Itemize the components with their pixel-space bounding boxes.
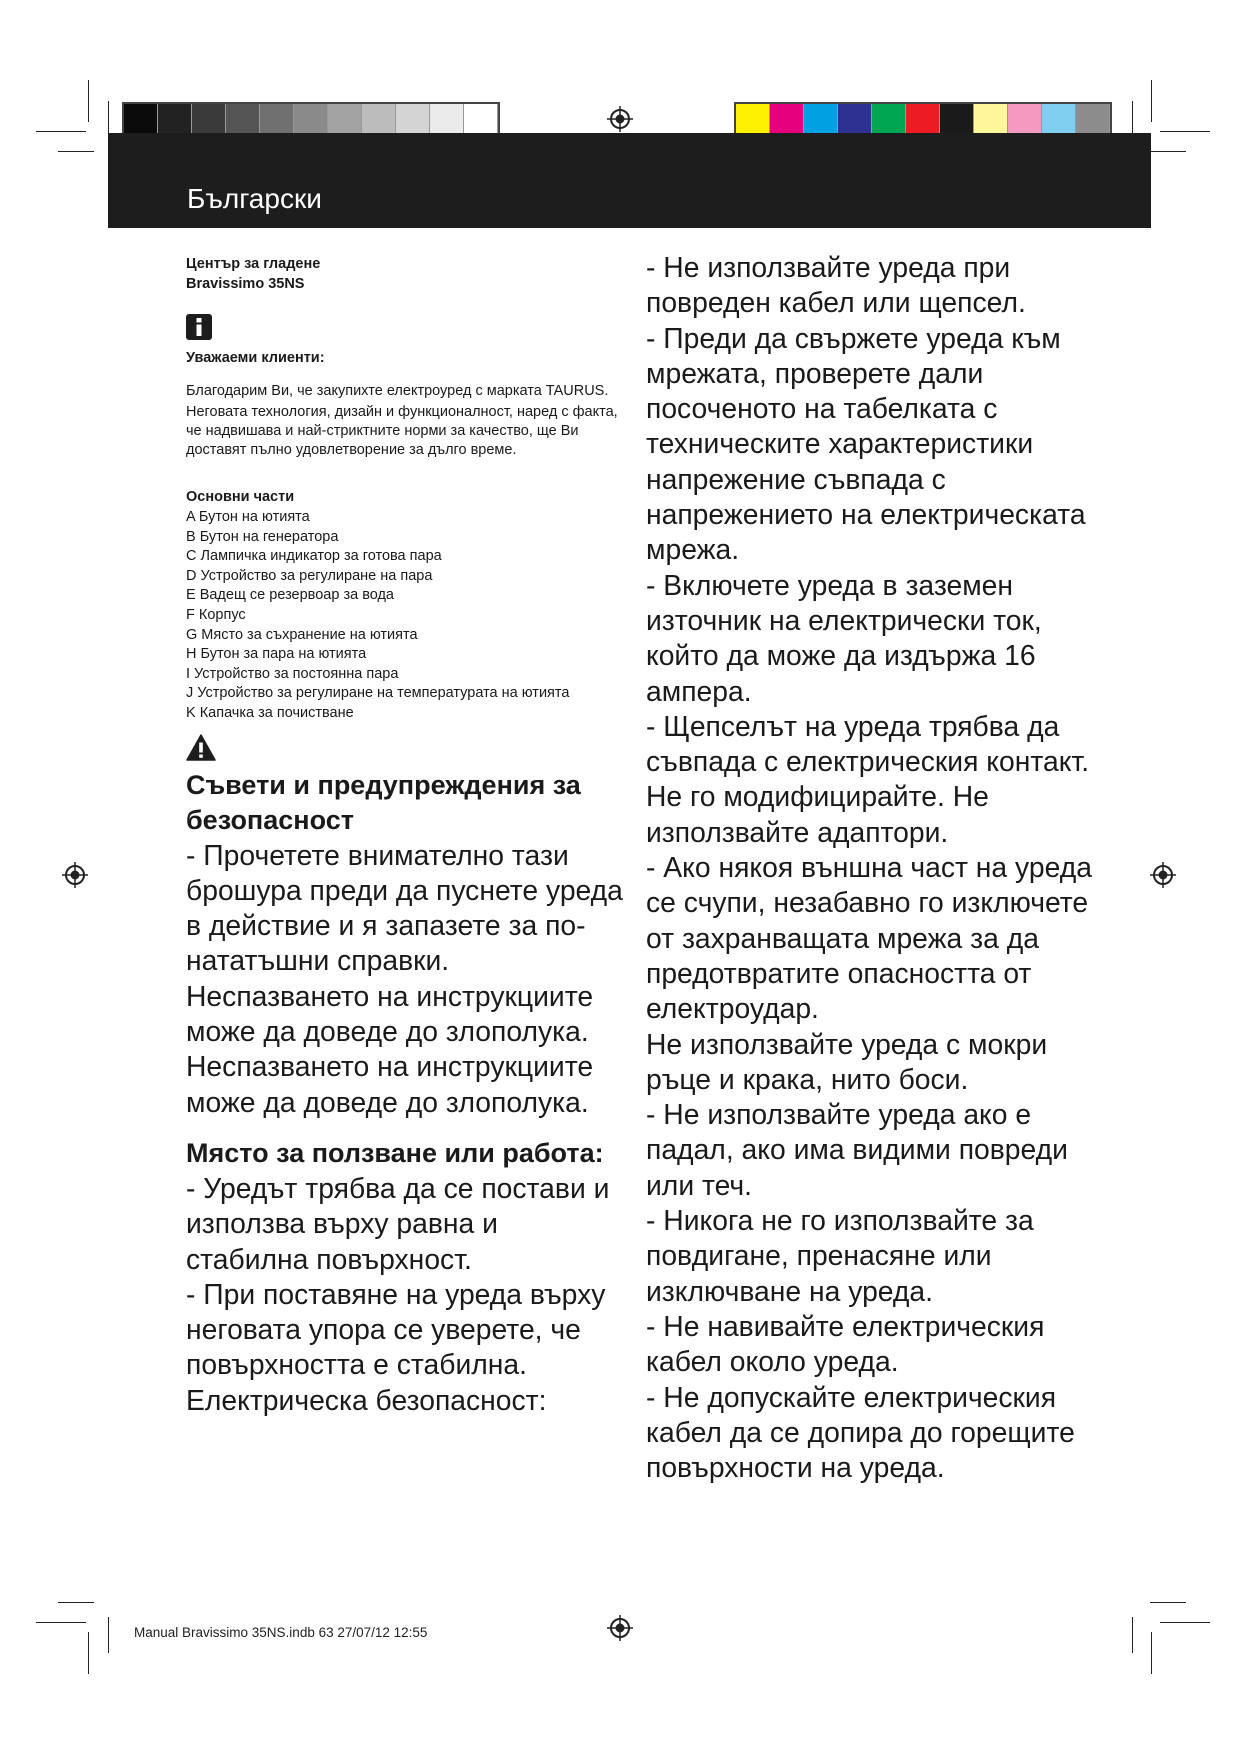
language-title: Български [187,183,322,214]
crop-mark [36,1622,86,1623]
electrical-safety-paragraph: - Не използвайте уреда ако е падал, ако има видими повреди или теч. [646,1098,1068,1201]
electrical-safety-paragraph: Не използвайте уреда с мокри ръце и крака, нито боси. [646,1027,1048,1095]
color-swatch [906,104,940,136]
electrical-safety-paragraph: - Преди да свържете уреда към мрежата, проверете дали посоченото на табелката с техническите характеристики напрежение съвпада с напрежението на електрическата мрежа. [646,321,1086,566]
parts-list-item: J Устройство за регулиране на температурата на ютията [186,685,570,702]
greeting-paragraph: Благодарим Ви, че закупихте електроуред с марката TAURUS. [186,383,609,399]
workplace-paragraph: - При поставяне на уреда върху неговата упора се уверете, че повърхността е стабилна. [186,1277,606,1381]
parts-list-item: G Място за съхранение на ютията [186,626,418,643]
color-swatch [226,104,260,136]
crop-mark [58,1602,94,1603]
parts-list-item: B Бутон на генератора [186,528,339,545]
greeting-paragraph: Неговата технология, дизайн и функционалност, наред с факта, че надвишава и най-стриктните норми за качество, ще Ви доставят пълно удовлетворение за дълго време. [186,404,618,458]
crop-mark [108,101,109,137]
color-swatch [464,104,498,136]
parts-list-item: A Бутон на ютията [186,509,310,525]
crop-mark [1151,80,1152,122]
crop-mark [88,1632,89,1674]
safety-paragraph: Неспазването на инструкциите може да доведе до злополука. [186,979,594,1048]
color-swatch [974,104,1008,136]
workplace-paragraph: - Уредът трябва да се постави и използва върху равна и стабилна повърхност. [186,1171,610,1275]
color-swatch [736,104,770,136]
parts-list-item: I Устройство за постоянна пара [186,665,399,682]
color-swatch [124,104,158,136]
color-swatch [192,104,226,136]
workplace-paragraph: Електрическа безопасност: [186,1383,547,1416]
parts-list-item: K Капачка за почистване [186,704,354,721]
color-swatch [430,104,464,136]
color-swatch [328,104,362,136]
workplace-paragraphs [186,1171,626,1418]
info-icon-wrap [186,314,626,345]
parts-list-item: E Вадещ се резервоар за вода [186,587,394,604]
left-column [186,254,626,1418]
warning-icon-wrap [186,734,626,766]
electrical-safety-paragraph: - Не навивайте електрическия кабел около уреда. [646,1309,1045,1378]
electrical-safety-paragraph: - Включете уреда в заземен източник на електрически ток, който да може да издържа 16 ампера. [646,568,1042,707]
crop-mark [58,151,94,152]
registration-mark-icon [1150,862,1176,888]
registration-mark-icon [607,1615,633,1641]
crop-mark [1150,151,1186,152]
safety-paragraph: - Прочетете внимателно тази брошура преди да пуснете уреда в действие и я запазете за по-нататъшни справки. [186,838,623,977]
color-swatch [294,104,328,136]
registration-mark-icon [62,862,88,888]
safety-title: Съвети и предупреждения за безопасност [186,769,581,835]
registration-mark-icon [607,106,633,132]
product-name [186,254,626,294]
parts-title: Основни части [186,489,295,505]
color-swatch [804,104,838,136]
crop-mark [108,1617,109,1653]
electrical-safety-paragraph: - Никога не го използвайте за повдигане, пренасяне или изключване на уреда. [646,1204,1034,1307]
product-type: Център за гладене [186,256,321,272]
crop-mark [1132,101,1133,137]
print-slug: Manual Bravissimo 35NS.indb 63 27/07/12 12:55 [134,1625,428,1640]
right-column [646,250,1106,1485]
crop-mark [1160,1622,1210,1623]
safety-paragraph: Неспазването на инструкциите може да доведе до злополука. [186,1050,594,1118]
crop-mark [36,131,86,132]
warning-icon [186,734,216,761]
color-swatch [158,104,192,136]
crop-mark [1151,1632,1152,1674]
language-header-bar [108,133,1151,228]
color-swatch [940,104,974,136]
crop-mark [1132,1617,1133,1653]
parts-list [186,508,626,724]
electrical-safety-paragraph: - Щепселът на уреда трябва да съвпада с електрическия контакт. Не го модифицирайте. Не използвайте адаптори. [646,709,1090,848]
crop-mark [88,80,89,122]
parts-list-item: C Лампичка индикатор за готова пара [186,548,442,565]
color-swatch [362,104,396,136]
parts-list-item: H Бутон за пара на ютията [186,646,367,663]
product-model: Bravissimo 35NS [186,276,305,292]
safety-paragraphs [186,838,626,1120]
crop-mark [1160,131,1210,132]
electrical-safety-paragraph: - Не използвайте уреда при повреден кабел или щепсел. [646,251,1026,319]
crop-mark [1150,1602,1186,1603]
color-swatch [1076,104,1110,136]
color-swatch [1042,104,1076,136]
greeting-title: Уважаеми клиенти: [186,350,325,366]
color-swatch [396,104,430,136]
color-swatch [260,104,294,136]
parts-list-item: D Устройство за регулиране на пара [186,567,433,584]
info-icon [186,314,212,340]
color-swatch [838,104,872,136]
electrical-safety-paragraph: - Не допускайте електрическия кабел да се допира до горещите повърхности на уреда. [646,1380,1075,1484]
parts-list-item: F Корпус [186,606,246,623]
color-swatch [770,104,804,136]
workplace-title: Място за ползване или работа: [186,1137,604,1168]
color-swatch [1008,104,1042,136]
color-swatch [872,104,906,136]
electrical-safety-paragraph: - Ако някоя външна част на уреда се счупи, незабавно го изключете от захранващата мрежа за да предотвратите опасността от електроудар. [646,851,1092,1025]
